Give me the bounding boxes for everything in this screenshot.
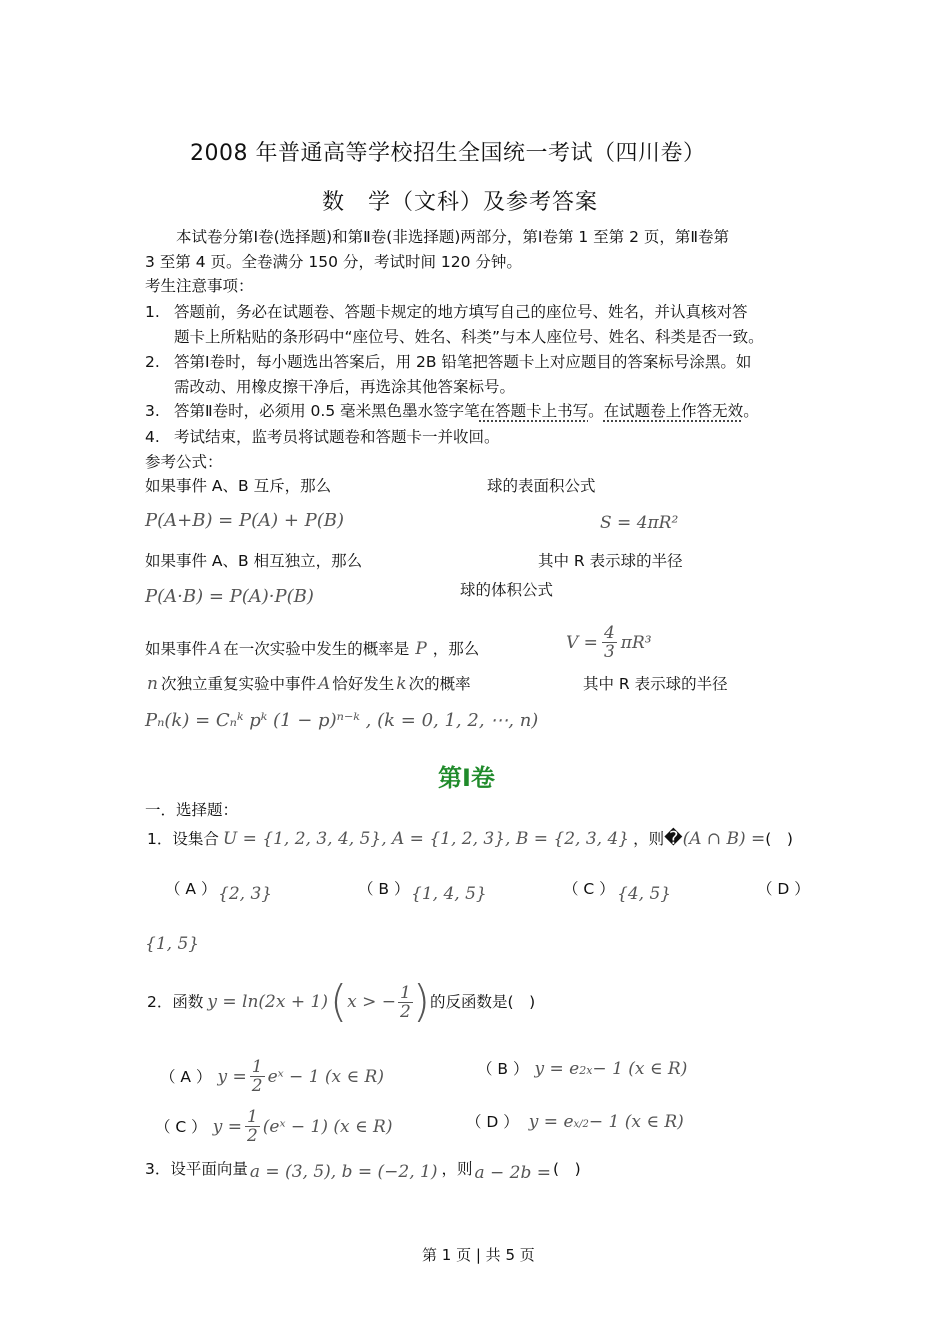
formula-3-var-a: A [209,639,222,659]
question-2-option-d-pre: y = e [528,1112,574,1132]
sphere-volume-numerator: 4 [603,623,615,643]
question-2-option-a-post: eˣ − 1 (x ∈ R) [267,1066,384,1087]
formula-4-label [147,674,471,694]
question-2-option-a-fraction [250,1058,265,1095]
question-2-option-d-sup: x/2 [573,1119,589,1130]
question-1-prefix: 1．设集合 [147,830,219,848]
question-1-expression: U = {1, 2, 3, 4, 5}, A = {1, 2, 3}, B = {2, 3, 4} [222,829,630,849]
question-2-expression-b: x > − [347,992,397,1012]
question-3-prefix: 3．设平面向量 [145,1160,248,1178]
notice-1-line-2: 题卡上所粘贴的条形码中“座位号、姓名、科类”与本人座位号、姓名、科类是否一致。 [174,328,764,346]
question-3 [145,1155,581,1183]
intro-line-1: 本试卷分第Ⅰ卷(选择题)和第Ⅱ卷(非选择题)两部分，第Ⅰ卷第 1 至第 2 页，第Ⅱ卷第 [176,228,730,246]
part-heading: 一．选择题： [145,801,239,819]
question-1-option-d-label: （ D ） [757,880,810,898]
formula-3-var-p: P [415,639,427,659]
question-2-expression-a: y = ln(2x + 1) [207,992,328,1012]
sphere-volume-expression [566,624,652,661]
sphere-volume-fraction [602,624,617,661]
notice-4-number: 4. [145,428,160,446]
question-2-option-c-den: 2 [246,1126,258,1146]
question-2-option-c-label: （ C ） [155,1117,207,1136]
question-2-option-a-den: 2 [251,1076,263,1096]
sphere-area-expression: S = 4πR² [600,513,679,533]
question-2-option-d-label: （ D ） [466,1113,519,1131]
question-2-option-d [466,1112,684,1135]
notice-2-line-1: 答第Ⅰ卷时，每小题选出答案后，用 2B 铅笔把答题卡上对应题目的答案标号涂黑。如 [174,353,752,371]
question-2-option-c [155,1108,392,1145]
formula-3-text-a: 如果事件 [145,640,208,658]
formula-1-expression: P(A+B) = P(A) + P(B) [145,510,345,531]
sphere-area-label: 球的表面积公式 [487,477,596,495]
sphere-volume-prefix: V = [566,632,598,653]
notice-heading: 考生注意事项： [145,277,254,295]
notice-3-part-1: 答第Ⅱ卷时，必须用 0.5 毫米黑色墨水签字笔 [174,402,480,420]
sphere-volume-label: 球的体积公式 [460,581,554,599]
question-1-answer-paren: ( ) [765,830,793,848]
formula-4-var-a: A [317,674,331,694]
question-2-option-c-fraction [245,1108,260,1145]
notice-2-line-2: 需改动、用橡皮擦干净后，再选涂其他答案标号。 [174,378,516,396]
notice-3-emphasis-1: 在答题卡上书写 [479,402,589,420]
question-2-option-b-label: （ B ） [477,1060,529,1078]
notice-3-part-5: 。 [743,402,759,420]
formula-4-text-c: 次的概率 [408,675,471,693]
question-2-left-paren: ( [329,976,348,1027]
notice-3-part-3: 。 [588,402,604,420]
radius-note-2: 其中 R 表示球的半径 [583,675,728,693]
formula-4-text-a: 次独立重复实验中事件 [160,675,316,693]
formula-4-var-k: k [396,674,407,694]
intro-line-2: 3 至第 4 页。全卷满分 150 分，考试时间 120 分钟。 [145,253,522,271]
question-1-option-a-value: {2, 3} [218,884,273,904]
document-title: 2008 年普通高等学校招生全国统一考试（四川卷） [190,141,706,166]
question-2-option-c-pre: y = [212,1116,242,1137]
notice-3-line [174,401,759,421]
question-2-option-d-post: − 1 (x ∈ R) [588,1112,684,1132]
question-1-missing-glyph: � [664,828,683,849]
question-2-fraction [398,984,413,1021]
formula-4-text-b: 恰好发生 [332,675,395,693]
question-2-suffix: 的反函数是( ) [430,993,536,1011]
question-2-option-b-sup: 2x [579,1064,593,1077]
radius-note-1: 其中 R 表示球的半径 [538,552,683,570]
question-2-option-b-pre: y = e [534,1059,580,1079]
formula-2-expression: P(A·B) = P(A)·P(B) [145,586,314,607]
sphere-volume-suffix: πR³ [620,632,652,653]
question-3-expression: a = (3, 5), b = (−2, 1) [249,1162,438,1182]
notice-4-line: 考试结束，监考员将试题卷和答题卡一并收回。 [174,428,500,446]
question-1-option-a-label: （ A ） [165,880,217,898]
formula-3-label [145,639,479,659]
notice-1-line-1: 答题前，务必在试题卷、答题卡规定的地方填写自己的座位号、姓名，并认真核对答 [174,303,748,321]
page-footer: 第 1 页 | 共 5 页 [422,1246,535,1264]
question-2-option-c-num: 1 [246,1107,258,1127]
question-2-option-a-label: （ A ） [160,1067,212,1086]
notice-1-number: 1. [145,303,160,321]
question-3-expression-2: a − 2b = [474,1163,552,1183]
question-1-expression-2: (A ∩ B) = [682,829,766,849]
question-2-numerator: 1 [400,982,411,1003]
question-3-mid: ，则 [441,1160,473,1178]
question-1-option-c-value: {4, 5} [617,884,672,904]
formula-3-text-b: 在一次实验中发生的概率是 [223,640,410,658]
formula-2-label: 如果事件 A、B 相互独立，那么 [145,552,363,570]
question-1-option-b-value: {1, 4, 5} [411,884,487,904]
question-1-mid: ，则 [633,830,665,848]
formula-4-expression: Pₙ(k) = Cₙᵏ pᵏ (1 − p)ⁿ⁻ᵏ , (k = 0, 1, 2, ⋯, n) [145,710,539,731]
question-2 [147,976,536,1027]
formula-1-label: 如果事件 A、B 互斥，那么 [145,477,332,495]
question-1-option-c-label: （ C ） [563,880,615,898]
question-2-option-c-post: (eˣ − 1) (x ∈ R) [262,1116,393,1137]
question-1-option-b-label: （ B ） [358,880,410,898]
question-2-option-a-num: 1 [251,1057,263,1077]
notice-3-emphasis-2: 在试题卷上作答无效 [603,402,744,420]
section-title: 第Ⅰ卷 [438,764,495,792]
notice-3-number: 3. [145,402,160,420]
question-2-option-a [160,1058,384,1095]
sphere-volume-denominator: 3 [603,642,615,662]
question-2-denominator: 2 [400,1001,411,1022]
notice-2-number: 2. [145,353,160,371]
question-1-option-d-value: {1, 5} [145,934,200,954]
question-2-option-b-post: − 1 (x ∈ R) [592,1059,688,1079]
question-2-option-a-pre: y = [217,1066,247,1087]
question-3-answer-paren: ( ) [553,1160,581,1178]
document-subtitle: 数 学（文科）及参考答案 [322,190,599,215]
question-2-right-paren: ) [412,976,431,1027]
formula-3-text-c: ，那么 [432,640,480,658]
question-1 [147,829,793,849]
question-2-option-b [477,1059,687,1081]
question-2-prefix: 2．函数 [147,993,204,1011]
formula-4-var-n: n [147,674,158,694]
formulas-heading: 参考公式： [145,453,223,471]
